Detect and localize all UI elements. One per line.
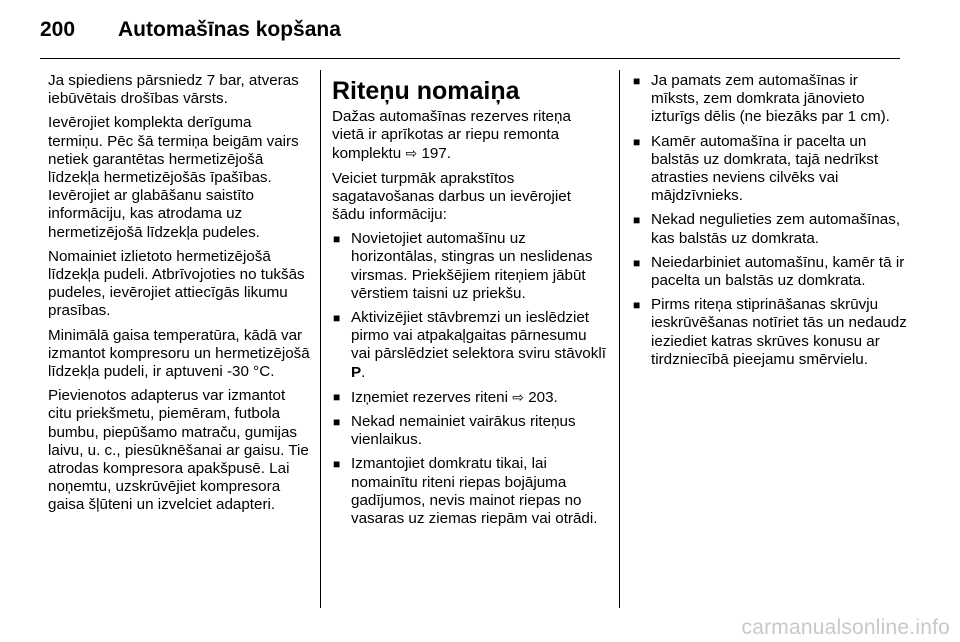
list-item — [332, 455, 607, 528]
list-item: ■ Kamēr automašīna ir pacelta un balstās uz domkrata, tajā nedrīkst atrasties neviens cilvēks vai mājdzīvnieks. — [632, 133, 907, 206]
column-3 — [632, 72, 907, 375]
paragraph: Veiciet turpmāk aprakstītos sagatavošanas darbus un ievērojiet šādu informāciju: — [332, 169, 571, 224]
column-divider-1 — [320, 70, 321, 608]
page-ref-link[interactable]: 203. — [528, 388, 558, 406]
list-item: ■ Nekad negulieties zem automašīnas, kas balstās uz domkrata. — [632, 211, 907, 247]
column-2 — [332, 72, 607, 534]
list-item: ■ Neiedarbiniet automašīnu, kamēr tā ir pacelta un balstās uz domkrata. — [632, 254, 907, 290]
list-item — [332, 230, 607, 303]
column-divider-2 — [619, 70, 620, 608]
list-item-text: Izņemiet rezerves riteni — [351, 388, 508, 406]
bullet-list — [632, 72, 907, 369]
page-title: Automašīnas kopšana — [118, 18, 341, 41]
list-item: ■ Ja pamats zem automašīnas ir mīksts, zem domkrata jānovieto izturīgs dēlis (ne biezāks par 1 cm). — [632, 72, 907, 127]
list-item — [332, 413, 607, 449]
list-item — [332, 388, 607, 407]
page-number: 200 — [40, 18, 76, 41]
list-item-text: Nekad nemainiet vairākus riteņus vienlaikus. — [351, 413, 576, 449]
list-item-text: Aktivizējiet stāvbremzi un ieslēdziet pirmo vai atpakaļgaitas pārnesumu vai pārslēdziet selektora sviru stāvoklī — [351, 309, 606, 363]
paragraph: Minimālā gaisa temperatūra, kādā var izmantot kompresoru un hermetizējošā līdzekļa pudeli, ir aptuveni -30 °C. — [48, 326, 310, 381]
intro-text: Dažas automašīnas rezerves riteņa vietā ir aprīkotas ar riepu remonta komplektu — [332, 108, 571, 163]
watermark: carmanualsonline.info — [741, 616, 950, 639]
section-heading: Riteņu nomaiņa — [332, 77, 520, 105]
paragraph: Pievienotos adapterus var izmantot citu priekšmetu, piemēram, futbola bumbu, piepūšamo matraču, gumijas laivu, u. c., piesūknēšanai ar gaisu. Tie atrodas kompresora apakšpusē. Lai noņemtu, uzskrūvējiet kompresora gaisa šļūteni un izvelciet adapteri. — [48, 387, 309, 514]
paragraph — [332, 108, 607, 164]
page-ref-arrow-icon: ⇨ — [405, 145, 418, 162]
list-item-text: Izmantojiet domkratu tikai, lai nomainītu riteni riepas bojājuma gadījumos, nevis mainot riepas no vasaras uz ziemas riepām vai otrādi. — [351, 455, 598, 528]
column-1 — [48, 72, 310, 521]
list-item: ■ Aktivizējiet stāvbremzi un ieslēdziet pirmo vai atpakaļgaitas pārnesumu vai pārslēdziet selektora sviru stāvoklī P. — [332, 309, 607, 382]
list-item-text: Novietojiet automašīnu uz horizontālas, stingras un neslidenas virsmas. Priekšējiem riteņiem jābūt vērstiem taisni uz priekšu. — [351, 230, 593, 302]
header-rule — [40, 58, 900, 59]
paragraph: Ievērojiet komplekta derīguma termiņu. Pēc šā termiņa beigām vairs netiek garantētas hermetizējošā līdzekļa hermetizējošās īpašības. Ievērojiet ar glabāšanu saistīto informāciju, kas atrodama uz hermetizējošā līdzekļa pudeles. — [48, 114, 299, 241]
page-ref-link[interactable]: 197. — [421, 145, 451, 163]
bullet-list — [332, 230, 607, 528]
paragraph: Ja spiediens pārsniedz 7 bar, atveras iebūvētais drošības vārsts. — [48, 72, 299, 108]
paragraph: Nomainiet izlietoto hermetizējošā līdzekļa pudeli. Atbrīvojoties no tukšās pudeles, ievērojiet attiecīgās likumu prasības. — [48, 247, 305, 320]
page-header — [40, 18, 900, 58]
gear-position-p: P — [351, 363, 362, 381]
list-item: ■ Pirms riteņa stiprināšanas skrūvju ieskrūvēšanas notīriet tās un nedaudz ieziediet katras skrūves konusu ar tirdzniecībā pieejamu smērvielu. — [632, 296, 907, 369]
page-ref-arrow-icon: ⇨ — [512, 388, 524, 405]
